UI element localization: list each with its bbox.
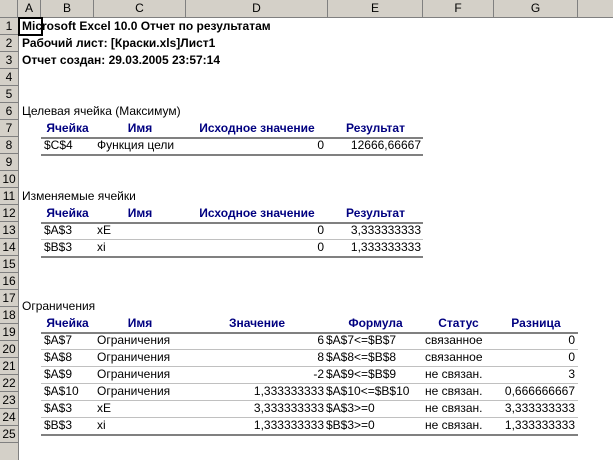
- target-section-title: Целевая ячейка (Максимум): [22, 104, 181, 118]
- target-row-original: 0: [317, 138, 324, 152]
- report-worksheet: Рабочий лист: [Краски.xls]Лист1: [22, 36, 216, 50]
- row-header-16[interactable]: 16: [0, 273, 18, 290]
- changing-row-2-name: xi: [97, 240, 106, 254]
- constraint-row-6-cell: $B$3: [44, 418, 73, 432]
- constraint-row-4-name: Ограничения: [97, 384, 171, 398]
- column-header-d[interactable]: D: [186, 0, 328, 17]
- constraint-row-2-name: Ограничения: [97, 350, 171, 364]
- changing-header-name: Имя: [127, 206, 153, 220]
- row-header-23[interactable]: 23: [0, 392, 18, 409]
- constraints-header-status: Статус: [438, 316, 479, 330]
- target-header-result: Результат: [346, 121, 405, 135]
- row-header-13[interactable]: 13: [0, 222, 18, 239]
- constraint-row-6-slack: 1,333333333: [504, 418, 575, 432]
- constraints-header-cell: Ячейка: [46, 316, 89, 330]
- column-header-bar: [0, 0, 613, 18]
- constraint-row-3-status: не связан.: [425, 367, 483, 381]
- report-title: Microsoft Excel 10.0 Отчет по результатам: [22, 19, 271, 33]
- changing-section-title: Изменяемые ячейки: [22, 189, 136, 203]
- constraint-row-2-formula: $A$8<=$B$8: [326, 350, 397, 364]
- constraint-row-4-value: 1,333333333: [253, 384, 324, 398]
- column-header-b[interactable]: B: [41, 0, 94, 17]
- constraint-row-1-name: Ограничения: [97, 333, 171, 347]
- constraint-row-3-name: Ограничения: [97, 367, 171, 381]
- constraint-row-3-slack: 3: [568, 367, 575, 381]
- column-header-e[interactable]: E: [328, 0, 423, 17]
- constraint-row-2-slack: 0: [568, 350, 575, 364]
- constraints-header-formula: Формула: [348, 316, 403, 330]
- changing-bottom-rule: [41, 256, 423, 258]
- row-header-21[interactable]: 21: [0, 358, 18, 375]
- changing-row-1-result: 3,333333333: [350, 223, 421, 237]
- row-header-17[interactable]: 17: [0, 290, 18, 307]
- constraints-header-name: Имя: [127, 316, 153, 330]
- changing-row-1-name: xE: [97, 223, 112, 237]
- constraint-row-3-value: -2: [313, 367, 324, 381]
- target-header-name: Имя: [127, 121, 153, 135]
- row-header-15[interactable]: 15: [0, 256, 18, 273]
- constraints-header-value: Значение: [228, 316, 286, 330]
- row-header-3[interactable]: 3: [0, 52, 18, 69]
- changing-row-1-cell: $A$3: [44, 223, 73, 237]
- changing-row-2-result: 1,333333333: [350, 240, 421, 254]
- row-header-14[interactable]: 14: [0, 239, 18, 256]
- constraint-row-1-slack: 0: [568, 333, 575, 347]
- row-header-7[interactable]: 7: [0, 120, 18, 137]
- constraint-row-4-cell: $A$10: [44, 384, 79, 398]
- constraint-row-5-value: 3,333333333: [253, 401, 324, 415]
- row-header-11[interactable]: 11: [0, 188, 18, 205]
- target-header-original: Исходное значение: [199, 121, 315, 135]
- changing-header-original: Исходное значение: [199, 206, 315, 220]
- changing-header-cell: Ячейка: [46, 206, 89, 220]
- constraint-row-4-slack: 0,666666667: [504, 384, 575, 398]
- row-header-18[interactable]: 18: [0, 307, 18, 324]
- row-header-20[interactable]: 20: [0, 341, 18, 358]
- constraints-bottom-rule: [41, 434, 578, 436]
- constraints-header-slack: Разница: [511, 316, 561, 330]
- constraint-row-4-status: не связан.: [425, 384, 483, 398]
- constraint-row-5-cell: $A$3: [44, 401, 73, 415]
- constraints-section-title: Ограничения: [22, 299, 96, 313]
- row-header-2[interactable]: 2: [0, 35, 18, 52]
- row-header-5[interactable]: 5: [0, 86, 18, 103]
- changing-header-result: Результат: [346, 206, 405, 220]
- row-header-4[interactable]: 4: [0, 69, 18, 86]
- constraint-row-2-value: 8: [317, 350, 324, 364]
- row-header-9[interactable]: 9: [0, 154, 18, 171]
- row-header-22[interactable]: 22: [0, 375, 18, 392]
- column-header-g[interactable]: G: [494, 0, 578, 17]
- target-bottom-rule: [41, 154, 423, 156]
- select-all-corner[interactable]: [0, 0, 18, 17]
- constraint-row-5-name: xE: [97, 401, 112, 415]
- constraint-row-6-status: не связан.: [425, 418, 483, 432]
- row-header-10[interactable]: 10: [0, 171, 18, 188]
- constraint-row-2-status: связанное: [425, 350, 483, 364]
- constraint-row-4-formula: $A$10<=$B$10: [326, 384, 410, 398]
- cell-grid[interactable]: [19, 18, 613, 460]
- target-row-name: Функция цели: [97, 138, 175, 152]
- column-header-a[interactable]: A: [18, 0, 41, 17]
- report-created: Отчет создан: 29.03.2005 23:57:14: [22, 53, 221, 67]
- constraint-row-5-status: не связан.: [425, 401, 483, 415]
- constraint-row-3-formula: $A$9<=$B$9: [326, 367, 397, 381]
- row-header-25[interactable]: 25: [0, 426, 18, 443]
- row-header-6[interactable]: 6: [0, 103, 18, 120]
- constraint-row-1-status: связанное: [425, 333, 483, 347]
- changing-row-2-original: 0: [317, 240, 324, 254]
- constraint-row-3-cell: $A$9: [44, 367, 73, 381]
- constraint-row-2-cell: $A$8: [44, 350, 73, 364]
- changing-row-2-cell: $B$3: [44, 240, 73, 254]
- row-header-8[interactable]: 8: [0, 137, 18, 154]
- constraint-row-5-formula: $A$3>=0: [326, 401, 375, 415]
- row-header-bar: [0, 18, 19, 460]
- row-header-19[interactable]: 19: [0, 324, 18, 341]
- column-header-f[interactable]: F: [423, 0, 494, 17]
- constraint-row-6-value: 1,333333333: [253, 418, 324, 432]
- target-row-cell: $C$4: [44, 138, 73, 152]
- constraint-row-1-cell: $A$7: [44, 333, 73, 347]
- target-row-result: 12666,66667: [350, 138, 421, 152]
- column-header-c[interactable]: C: [94, 0, 186, 17]
- constraint-row-6-formula: $B$3>=0: [326, 418, 375, 432]
- constraint-row-5-slack: 3,333333333: [504, 401, 575, 415]
- row-header-24[interactable]: 24: [0, 409, 18, 426]
- changing-row-1-original: 0: [317, 223, 324, 237]
- row-header-12[interactable]: 12: [0, 205, 18, 222]
- constraint-row-1-value: 6: [317, 333, 324, 347]
- row-header-1[interactable]: 1: [0, 18, 18, 35]
- constraint-row-6-name: xi: [97, 418, 106, 432]
- constraint-row-1-formula: $A$7<=$B$7: [326, 333, 397, 347]
- target-header-cell: Ячейка: [46, 121, 89, 135]
